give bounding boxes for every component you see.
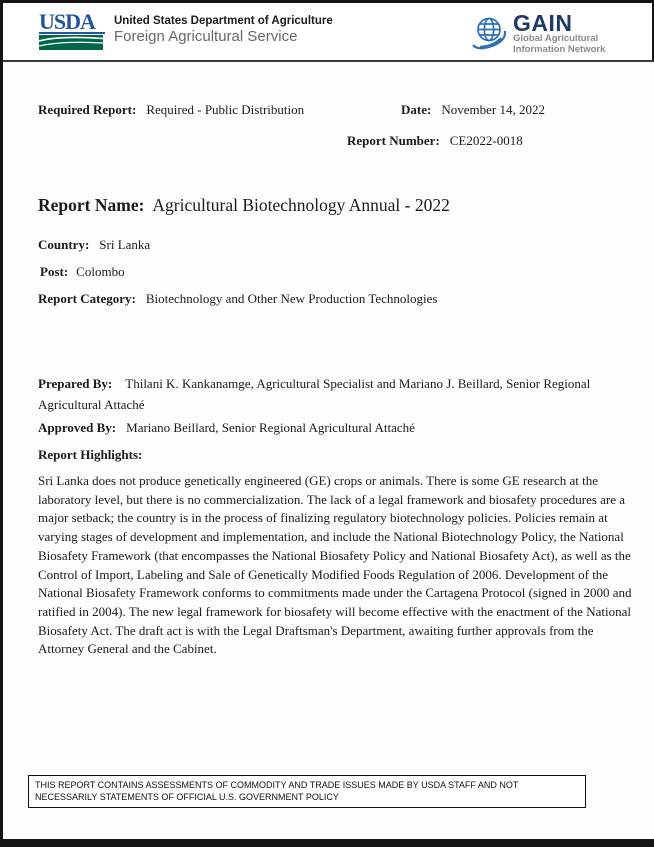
required-report-value: Required - Public Distribution — [146, 102, 305, 117]
gain-subtitle-line2: Information Network — [513, 43, 606, 55]
date-row — [401, 102, 545, 118]
masthead — [3, 3, 654, 62]
disclaimer-text: THIS REPORT CONTAINS ASSESSMENTS OF COMMODITY AND TRADE ISSUES MADE BY USDA STAFF AND NOT NECESSARILY STATEMENTS OF OFFICIAL U.S. GOVERNMENT POLICY — [35, 780, 519, 802]
approved-by-value: Mariano Beillard, Senior Regional Agricultural Attaché — [126, 420, 415, 435]
report-number-label: Report Number: — [347, 133, 440, 148]
gain-logo — [470, 12, 605, 55]
gain-text — [513, 12, 605, 55]
report-name-value: Agricultural Biotechnology Annual - 2022 — [152, 195, 450, 215]
country-row — [38, 237, 150, 253]
report-number-row — [347, 133, 523, 149]
report-name-row — [38, 195, 450, 216]
usda-logo-mark — [39, 9, 105, 50]
agency-name: United States Department of Agriculture — [114, 15, 333, 27]
gain-subtitle-line1: Global Agricultural — [513, 33, 599, 44]
report-name-label: Report Name: — [38, 195, 145, 215]
country-value: Sri Lanka — [99, 237, 151, 252]
post-label: Post: — [40, 264, 69, 279]
date-value: November 14, 2022 — [441, 102, 545, 117]
report-highlights-text: Sri Lanka does not produce genetically engineered (GE) crops or animals. There is some GE research at the laboratory level, but there is no commercialization. The lack of a legal framework and biosafety procedures are a major setback; the country is in the process of finalizing regulatory biotechnology policies. Policies remain at varying stages of development and implementation, and include the National Biotechnology Policy, the National Biosafety Framework (that encompasses the National Biosafety Policy and National Biosafety Act), as well as the Control of Import, Labeling and Sale of Genetically Modified Foods Regulation of 2006. Development of the National Biosafety Framework conforms to commitments made under the Cartagena Protocol (signed in 2000 and ratified in 2004). The new legal framework for biosafety will become effective with the enactment of the National Biosafety Act. The draft act is with the Legal Draftsman's Department, awaiting further approvals from the Attorney General and the Cabinet. — [38, 473, 632, 657]
post-row — [40, 264, 125, 280]
report-category-label: Report Category: — [38, 291, 136, 306]
disclaimer-box — [28, 775, 586, 808]
gain-acronym: GAIN — [513, 10, 573, 36]
usda-logo — [39, 9, 333, 50]
required-report-label: Required Report: — [38, 102, 137, 117]
globe-icon — [470, 14, 508, 54]
country-label: Country: — [38, 237, 90, 252]
usda-wordmark: USDA — [39, 13, 105, 34]
date-label: Date: — [401, 102, 432, 117]
report-number-value: CE2022-0018 — [449, 133, 523, 148]
approved-by-label: Approved By: — [38, 420, 117, 435]
approved-by-row — [38, 420, 415, 436]
required-report-row — [38, 102, 304, 118]
agency-service: Foreign Agricultural Service — [114, 28, 298, 45]
prepared-by-row — [38, 373, 634, 415]
post-value: Colombo — [76, 264, 125, 279]
report-highlights-heading — [38, 447, 142, 463]
agency-text — [114, 13, 333, 45]
report-highlights-label: Report Highlights: — [38, 447, 143, 462]
prepared-by-label: Prepared By: — [38, 376, 113, 391]
report-page — [3, 3, 654, 839]
report-category-row — [38, 291, 437, 307]
usda-swoosh-icon — [39, 35, 103, 50]
report-category-value: Biotechnology and Other New Production Technologies — [145, 291, 438, 306]
prepared-by-value: Thilani K. Kankanamge, Agricultural Specialist and Mariano J. Beillard, Senior Regional Agricultural Attaché — [38, 376, 591, 412]
